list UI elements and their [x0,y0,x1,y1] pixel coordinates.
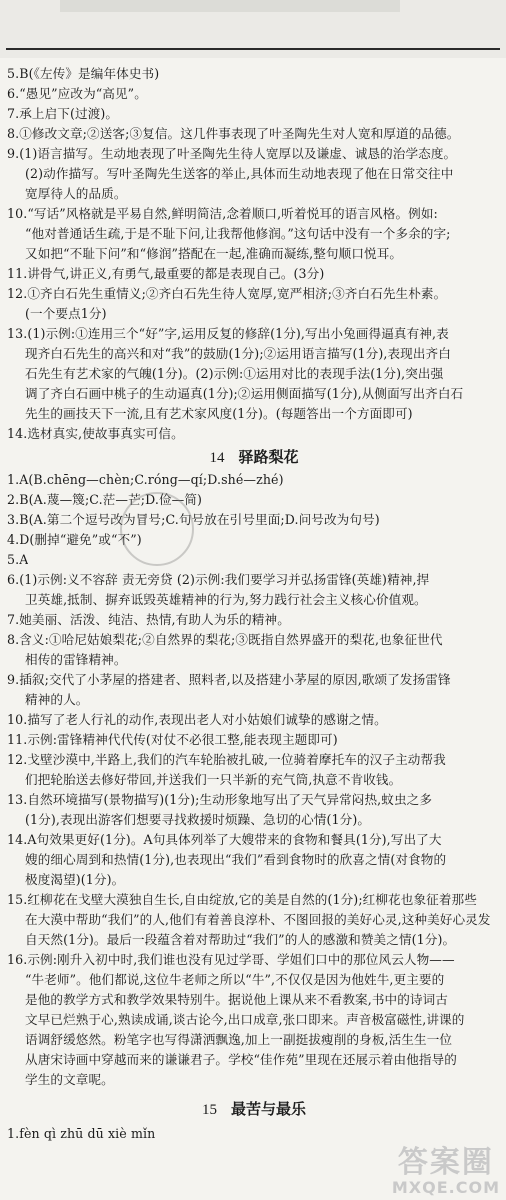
answer-line: 是他的教学方式和教学效果特别牛。据说他上课从来不看教案,书中的诗词古 [25,992,448,1007]
answer-line: 3.B(A.第二个逗号改为冒号;C.句号放在引号里面;D.问号改为句号) [7,512,380,527]
answer-line: 10.“写话”风格就是平易自然,鲜明简洁,念着顺口,听着悦耳的语言风格。例如: [7,206,438,221]
answer-line: 调了齐白石画中桃子的生动逼真(1分);②运用侧面描写(1分),从侧面写出齐白石 [25,386,464,401]
answer-line: 学生的文章呢。 [25,1072,114,1087]
answer-line: 宽厚待人的品质。 [25,186,127,201]
answer-line: 现齐白石先生的高兴和对“我”的鼓励(1分);②运用语言描写(1分),表现出齐白 [25,346,451,361]
answer-line: 8.含义:①哈尼姑娘梨花;②自然界的梨花;③既指自然界盛开的梨花,也象征世代 [7,632,443,647]
watermark-url: MXQE.COM [391,1178,500,1197]
answer-line: (1分),表现出游客们想要寻找救援时烦躁、急切的心情(1分)。 [25,812,371,827]
answer-line: 2.B(A.蔑—篾;C.茫—芒;D.俭—简) [7,492,203,507]
answer-line: (一个要点1分) [25,306,107,321]
answer-line: “牛老师”。他们都说,这位牛老师之所以“牛”,不仅仅是因为他姓牛,更主要的 [25,972,445,987]
section-number: 15 [201,1102,217,1118]
watermark-text: 答案圈 [397,1145,494,1180]
answer-line: 精神的人。 [25,692,89,707]
answer-line: 5.A [7,552,29,567]
section-number: 14 [209,450,225,466]
watermark-logo [391,1145,500,1197]
answer-line: 们把轮胎送去修好带回,并送我们一只半新的充气筒,执意不肯收钱。 [25,772,402,787]
answer-line: 9.插叙;交代了小茅屋的搭建者、照料者,以及搭建小茅屋的原因,歌颂了发扬雷锋 [7,672,451,687]
page-header-band [0,0,506,58]
answer-line: 1.A(B.chēng—chèn;C.róng—qí;D.shé—zhé) [7,472,284,487]
answer-line: 在大漠中帮助“我们”的人,他们有着善良淳朴、不图回报的美好心灵,这种美好心灵发 [25,912,491,927]
answer-line: 12.①齐白石先生重情义;②齐白石先生待人宽厚,宽严相济;③齐白石先生朴素。 [7,286,447,301]
answer-line: 1.fèn qì zhū dū xiè mǐn [7,1126,156,1141]
answer-line: 10.描写了老人行礼的动作,表现出老人对小姑娘们诚挚的感谢之情。 [7,712,387,727]
answer-line: 13.自然环境描写(景物描写)(1分);生动形象地写出了天气异常闷热,蚊虫之多 [7,792,433,807]
answer-line: 嫂的细心周到和热情(1分),也表现出“我们”看到食物时的欣喜之情(对食物的 [25,852,447,867]
answer-line: 7.她美丽、活泼、纯洁、热情,有助人为乐的精神。 [7,612,290,627]
scan-smudge [60,0,400,12]
section-title [7,1098,501,1121]
section-name: 最苦与最乐 [230,1100,306,1118]
answer-line: 15.红柳花在戈壁大漠独自生长,自由绽放,它的美是自然的(1分);红柳花也象征着那些 [7,892,477,907]
answer-line: 4.D(删掉“避免”或“不”) [7,532,142,547]
section-title [7,446,501,469]
answer-line: (2)动作描写。写叶圣陶先生送客的举止,具体而生动地表现了他在日常交往中 [25,166,454,181]
answer-line: 自天然(1分)。最后一段蕴含着对帮助过“我们”的人的感激和赞美之情(1分)。 [25,932,456,947]
answer-line: 14.A句效果更好(1分)。A句具体列举了大嫂带来的食物和餐具(1分),写出了大 [7,832,442,847]
answer-line: 极度渴望)(1分)。 [25,872,125,887]
section-name: 驿路梨花 [238,448,299,466]
answer-line: 相传的雷锋精神。 [25,652,127,667]
answer-line: 8.①修改文章;②送客;③复信。这几件事表现了叶圣陶先生对人宽和厚道的品德。 [7,126,460,141]
answer-line: 11.讲骨气,讲正义,有勇气,最重要的都是表现自己。(3分) [7,266,325,281]
answer-line: 7.承上启下(过渡)。 [7,106,119,121]
answer-line: 语调舒缓悠然。粉笔字也写得潇洒飘逸,加上一副挺拔瘦削的身板,活生生一位 [25,1032,453,1047]
answer-line: 先生的画技天下一流,且有艺术家风度(1分)。(每题答出一个方面即可) [25,406,413,421]
answer-line: 6.“愚见”应改为“高见”。 [7,86,147,101]
answer-line: “他对普通话生疏,于是不耻下问,让我帮他修润。”这句话中没有一个多余的字; [25,226,451,241]
stamp-mark [120,492,194,566]
answer-line: 14.选材真实,使故事真实可信。 [7,426,184,441]
answer-line: 12.戈壁沙漠中,半路上,我们的汽车轮胎被扎破,一位骑着摩托车的汉子主动帮我 [7,752,446,767]
answer-line: 16.示例:刚升入初中时,我们谁也没有见过学哥、学姐们口中的那位风云人物—— [7,952,455,967]
answer-line: 文早已烂熟于心,熟读成诵,谈古论今,出口成章,张口即来。声音极富磁性,讲课的 [25,1012,465,1027]
answer-line: 又如把“不耻下问”和“修润”搭配在一起,准确而凝练,整句顺口悦耳。 [25,246,403,261]
answer-line: 5.B(《左传》是编年体史书) [7,66,160,81]
answer-line: 从唐宋诗画中穿越而来的谦谦君子。学校“佳作苑”里现在还展示着由他指导的 [25,1052,457,1067]
answer-line: 卫英雄,抵制、摒弃诋毁英雄精神的行为,努力践行社会主义核心价值观。 [25,592,427,607]
answer-line: 石先生有艺术家的气魄(1分)。(2)示例:①运用对比的表现手法(1分),突出强 [25,366,444,381]
header-rule [6,48,500,50]
answer-line: 11.示例:雷锋精神代代传(对仗不必很工整,能表现主题即可) [7,732,338,747]
answer-line: 13.(1)示例:①连用三个“好”字,运用反复的修辞(1分),写出小兔画得逼真有神,表 [7,326,449,341]
answer-line: 9.(1)语言描写。生动地表现了叶圣陶先生待人宽厚以及谦虚、诚恳的治学态度。 [7,146,457,161]
answer-line: 6.(1)示例:义不容辞 责无旁贷 (2)示例:我们要学习并弘扬雷锋(英雄)精神,捍 [7,572,430,587]
